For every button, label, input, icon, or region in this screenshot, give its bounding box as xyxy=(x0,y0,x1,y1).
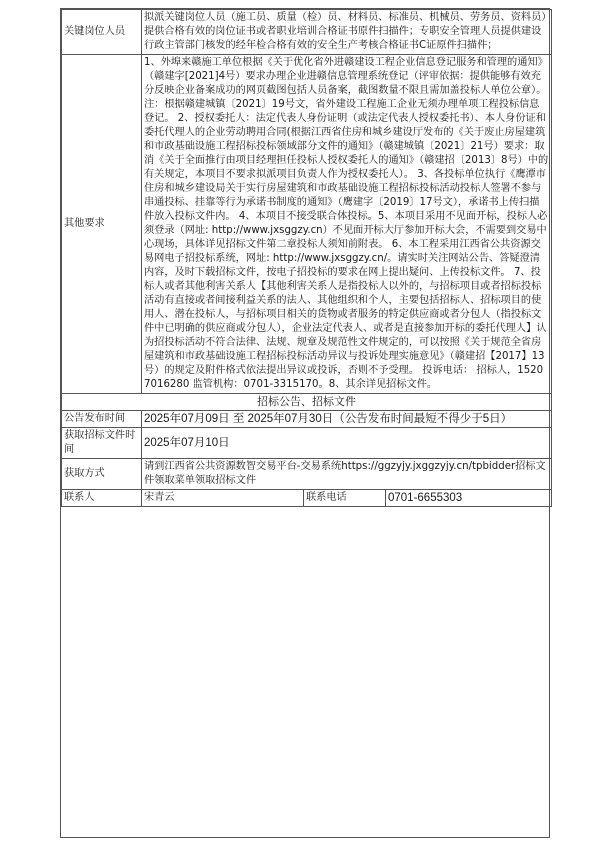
obtain-time-label: 获取招标文件时间 xyxy=(62,428,142,459)
key-personnel-text: 拟派关键岗位人员（施工员、质量（检）员、材料员、标准员、机械员、劳务员、资料员）提供合格有效的岗位证书或者职业培训合格证书原件扫描件；专职安全管理人员提供建设行政主管部门核发的经年检合格有效的安全生产考核合格证书C证原件扫描件； xyxy=(142,10,552,55)
row-publish-time xyxy=(62,411,552,428)
contact-phone-label: 联系电话 xyxy=(304,490,386,507)
row-key-personnel xyxy=(62,10,552,55)
row-obtain-time xyxy=(62,428,552,459)
other-requirements-text: 1、外埠来赣施工单位根据《关于优化省外进赣建设工程企业信息登记服务和管理的通知》（赣建字[2021]4号）要求办理企业进赣信息管理系统登记（评审依据：提供能够有效充分反映企业备案成功的网页截图包括人员备案，截图数量不限且需加盖投标人单位公章）。注：根据赣建城镇〔2021〕19号文，省外建设工程施工企业无须办理单项工程投标信息登记。 2、授权委托人：法定代表人身份证明（或法定代表人授权委托书）、本人身份证和委托代理人的企业劳动聘用合同(根据江西省住房和城乡建设厅发布的《关于废止房屋建筑和市政基础设施工程招标投标领域部分文件的通知》（赣建城镇〔2021〕21号）要求：取消《关于全面推行由项目经理担任投标人授权委托人的通知》（赣建招〔2013〕8号）中的有关规定，本项目不要求拟派项目负责人作为授权委托人）。 3、各投标单位执行《鹰潭市住房和城乡建设局关于实行房屋建筑和市政基础设施工程招标投标活动投标人签署不参与串通投标、挂靠等行为承诺书制度的通知》（鹰建字〔2019〕17号文），承诺书上传扫描件放入投标文件内。 4、本项目不接受联合体投标。5、本项目采用不见面开标，投标人必须登录（网址: http://www.jxsggzy.cn）不见面开标大厅参加开标大会，不需要到交易中心现场，具体详见招标文件第二章投标人须知前附表。 6、本工程采用江西省公共资源交易网电子招投标系统，网址: http://www.jxsggzy.cn/。请实时关注网站公告、答疑澄清内容，及时下载招标文件，按电子招投标的要求在网上提出疑问、上传投标文件。 7、投标人或者其他利害关系人【其他利害关系人是指投标人以外的，与招标项目或者招标投标活动有直接或者间接利益关系的法人、其他组织和个人，主要包括招标人、招标项目的使用人、潜在投标人，与招标项目相关的货物或者服务的特定供应商或者分包人（指投标文件中已明确的供应商或分包人），企业法定代表人、或者是直接参加开标的委托代理人】认为招投标活动不符合法律、法规、规章及规范性文件规定的，可以按照《关于规范全省房屋建筑和市政基础设施工程招标投标活动异议与投诉处理实施意见》（赣建招【2017】13号）的规定及附件格式依法提出异议或投诉，否则不予受理。 投诉电话： 招标人，15207016280 监管机构：0701-3315170。8、其余详见招标文件。 xyxy=(142,55,552,394)
section-title: 招标公告、招标文件 xyxy=(62,394,552,411)
publish-time-label: 公告发布时间 xyxy=(62,411,142,428)
obtain-method-text: 请到江西省公共资源数智交易平台-交易系统https://ggzyjy.jxggzyjy.cn/tpbidder招标文件领取菜单领取招标文件 xyxy=(142,459,552,490)
contact-label: 联系人 xyxy=(62,490,142,507)
key-personnel-label: 关键岗位人员 xyxy=(62,10,142,55)
contact-phone: 0701-6655303 xyxy=(386,490,552,507)
contact-name: 宋青云 xyxy=(142,490,304,507)
tender-notice-table xyxy=(60,8,550,838)
row-contact xyxy=(62,490,552,507)
other-requirements-label: 其他要求 xyxy=(62,55,142,394)
row-section-title xyxy=(62,394,552,411)
publish-time-text: 2025年07月09日 至 2025年07月30日（公告发布时间最短不得少于5日） xyxy=(142,411,552,428)
row-obtain-method xyxy=(62,459,552,490)
obtain-time-text: 2025年07月10日 xyxy=(142,428,552,459)
row-other-requirements xyxy=(62,55,552,394)
obtain-method-label: 获取方式 xyxy=(62,459,142,490)
